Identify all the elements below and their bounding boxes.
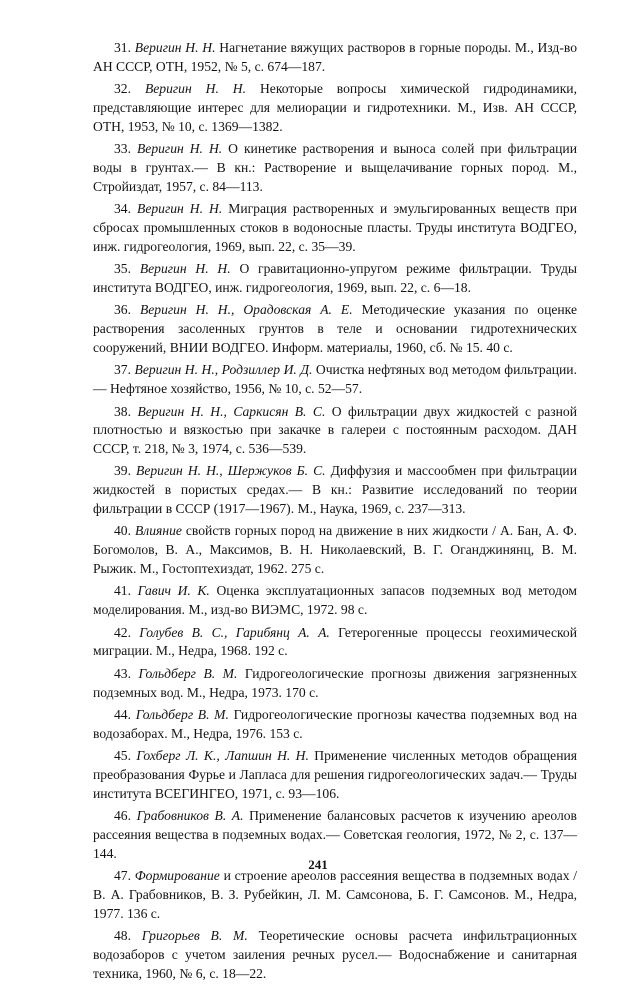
reference-author: Веригин Н. Н. [139,261,231,277]
reference-author: Грабовников В. А. [136,808,244,824]
reference-author: Гохберг Л. К., Лапшин Н. Н. [136,748,309,764]
reference-author: Веригин Н. Н., Орадовская А. Е. [139,302,353,318]
reference-text: и строение ареолов рассеяния вещества в подземных водах / В. А. Грабовников, В. З. Рубейкин, Л. М. Самсонова, Б. Г. Самсонов. М., Недра, 1977. 136 с. [93,868,578,921]
reference-text: свойств горных пород на движение в них жидкости / А. Бан, А. Ф. Богомолов, В. А., Максимов, В. Н. Николаевский, В. Г. Оганджинянц, В. М. Рыжик. М., Гостоптехиздат, 1962. 275 с. [93,523,577,577]
reference-entry [93,462,577,518]
reference-number: 32. [114,81,131,97]
reference-entry [93,260,577,298]
reference-author: Веригин Н. Н. [136,141,223,157]
reference-entry [93,39,577,77]
reference-text: Применение численных методов обращения преобразования Фурье и Лапласа для решения гидрогеологических задач.— Труды института ВСЕГИНГЕО, 1971, с. 93—106. [93,748,577,801]
reference-text: О гравитационно-упругом режиме фильтрации. Труды института ВОДГЕО, инж. гидрогеология, 1969, вып. 22, с. 6—18. [93,261,578,295]
reference-number: 39. [114,463,131,479]
reference-text: О фильтрации двух жидкостей с разной плотностью и вязкостью при закачке в галереи с постоянным расходом. ДАН СССР, т. 218, № 3, 1974, с. 536—539. [93,403,577,457]
reference-author: Веригин Н. Н. [134,40,216,55]
reference-entry [93,624,577,662]
reference-number: 43. [114,665,131,681]
reference-author: Гольдберг В. М. [135,707,229,723]
reference-number: 37. [114,362,131,378]
reference-text: Миграция растворенных и эмульгированных веществ при сбросах промышленных стоков в водоносные пласты. Труды института ВОДГЕО, инж. гидрогеология, 1969, вып. 22, с. 35—39. [93,201,577,254]
reference-number: 38. [114,403,131,419]
reference-author: Веригин Н. Н. [144,81,247,97]
reference-author: Влияние [134,523,182,539]
reference-number: 41. [114,583,131,599]
reference-author: Веригин Н. Н. [137,201,223,217]
reference-entry [93,867,577,923]
reference-author: Веригин Н. Н., Саркисян В. С. [137,403,326,419]
reference-number: 47. [114,868,131,884]
reference-text: Гидрогеологические прогнозы качества подземных вод на водозаборах. М., Недра, 1976. 153 с. [93,707,578,741]
reference-text: Нагнетание вяжущих растворов в горные породы. М., Изд-во АН СССР, ОТН, 1952, № 5, с. 674—187. [93,40,577,74]
reference-text: Очистка нефтяных вод методом фильтрации.— Нефтяное хозяйство, 1956, № 10, с. 52—57. [93,362,577,397]
reference-number: 48. [114,928,131,944]
reference-text: О кинетике растворения и выноса солей при фильтрации воды в грунтах.— В кн.: Растворение и выщелачивание горных пород. М., Стройиздат, 1957, с. 84—113. [93,141,577,194]
reference-entry [93,927,577,983]
reference-number: 40. [114,523,131,539]
reference-entry [93,200,577,256]
reference-author: Формирование [134,868,220,884]
reference-number: 46. [114,808,131,824]
reference-entry [93,361,577,399]
reference-text: Гидрогеологические прогнозы движения загрязненных подземных вод. М., Недра, 1973. 170 с. [93,665,577,700]
reference-text: Диффузия и массообмен при фильтрации жидкостей в пористых средах.— В кн.: Развитие исследований по теории фильтрации в СССР (1917—1967). М., Наука, 1969, с. 237—313. [93,463,577,517]
reference-author: Гольдберг В. М. [138,665,238,681]
reference-entry [93,403,577,459]
reference-entry [93,807,577,863]
reference-author: Гавич И. К. [137,583,210,599]
reference-number: 33. [114,141,131,157]
reference-text: Теоретические основы расчета инфильтрационных водозаборов с учетом заиления речных русел.— Водоснабжение и санитарная техника, 1960, № 6, с. 18—22. [93,928,577,981]
reference-number: 36. [114,302,131,318]
reference-text: Методические указания по оценке растворения засоленных грунтов в теле и основании гидротехнических сооружений, ВНИИ ВОДГЕО. Информ. материалы, 1960, сб. № 15. 40 с. [93,302,577,355]
reference-entry [93,665,577,703]
reference-entry [93,582,577,620]
reference-entry [93,747,577,803]
reference-author: Веригин Н. Н., Шержуков Б. С. [136,463,326,479]
page-number: 241 [308,857,328,872]
reference-text: Гетерогенные процессы геохимической миграции. М., Недра, 1968. 192 с. [93,624,577,659]
reference-author: Веригин Н. Н., Родзиллер И. Д. [134,362,313,378]
reference-number: 31. [114,40,131,55]
reference-list [93,39,577,987]
reference-number: 35. [114,261,131,277]
reference-author: Григорьев В. М. [141,928,248,944]
reference-text: Некоторые вопросы химической гидродинамики, представляющие интерес для мелиорации и гидротехники. М., Изв. АН СССР, ОТН, 1953, № 10, с. 1369—1382. [93,81,577,134]
reference-entry [93,140,577,196]
reference-entry [93,522,577,578]
reference-entry [93,706,577,744]
reference-number: 34. [114,201,131,217]
reference-entry [93,301,577,357]
reference-text: Оценка эксплуатационных запасов подземных вод методом моделирования. М., изд-во ВИЭМС, 1972. 98 с. [93,583,577,618]
reference-number: 42. [114,624,131,640]
reference-text: Применение балансовых расчетов к изучению ареолов рассеяния вещества в подземных водах.— Советская геология, 1972, № 2, с. 137—144. [93,808,577,861]
reference-entry [93,80,577,136]
reference-author: Голубев В. С., Гарибянц А. А. [139,624,330,640]
reference-number: 44. [114,707,131,723]
reference-number: 45. [114,748,131,764]
